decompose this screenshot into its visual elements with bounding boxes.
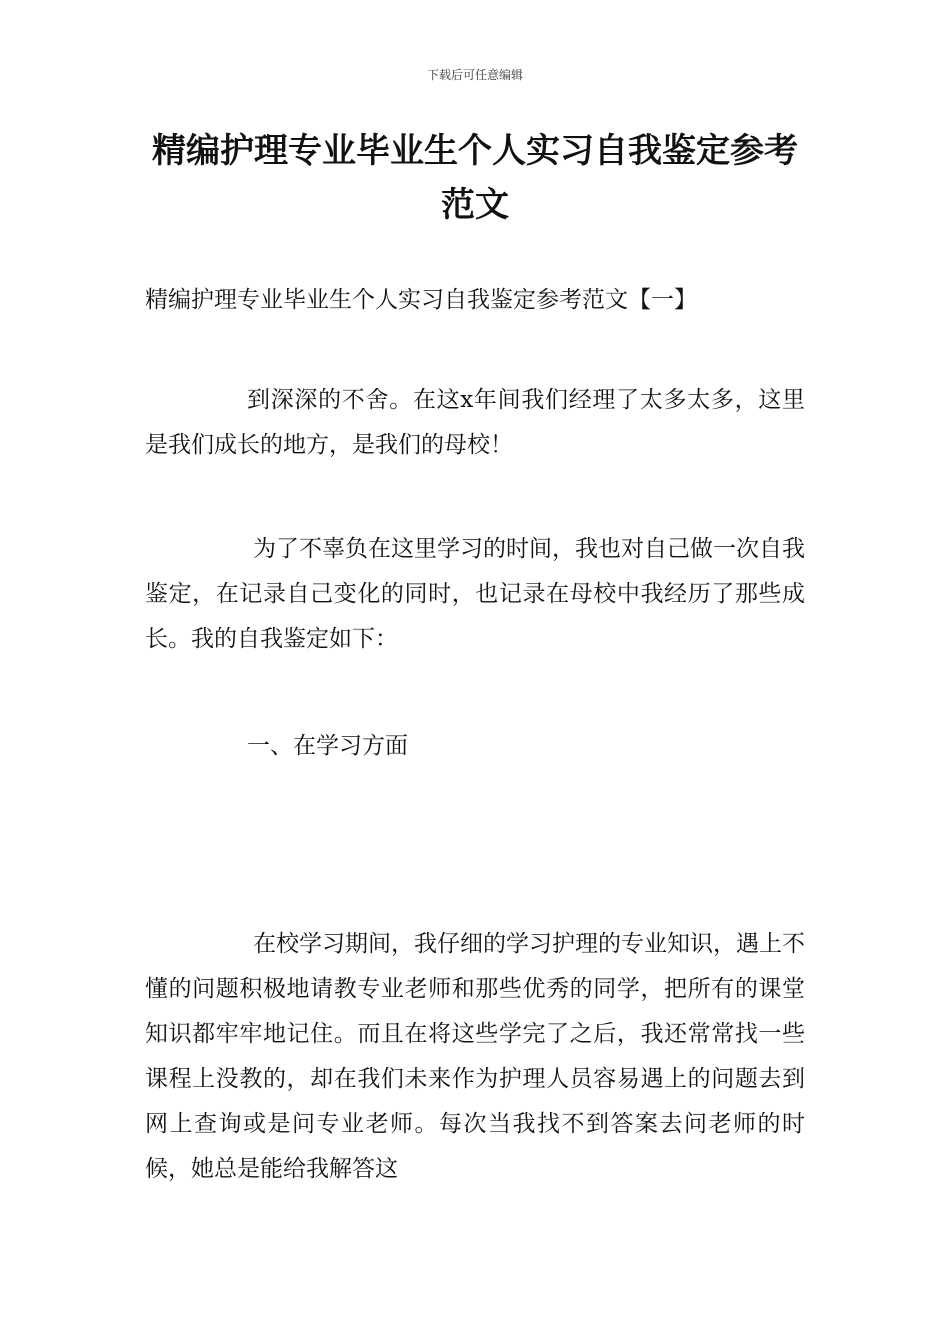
paragraph-3: 在校学习期间，我仔细的学习护理的专业知识，遇上不懂的问题积极地请教专业老师和那些优秀的同学，把所有的课堂知识都牢牢地记住。而且在将这些学完了之后，我还常常找一些课程上没教的，却在我们未来作为护理人员容易遇上的问题去到网上查询或是问专业老师。每次当我找不到答案去问老师的时候，她总是能给我解答这 <box>145 931 805 1182</box>
subheading-study: 一、在学习方面 <box>247 733 408 759</box>
section-heading: 精编护理专业毕业生个人实习自我鉴定参考范文【一】 <box>145 287 697 313</box>
document-title: 精编护理专业毕业生个人实习自我鉴定参考范文 <box>152 131 798 225</box>
paragraph-2: 为了不辜负在这里学习的时间，我也对自己做一次自我鉴定，在记录自己变化的同时，也记录在母校中我经历了那些成长。我的自我鉴定如下： <box>145 536 805 652</box>
header-note: 下载后可任意编辑 <box>426 68 523 82</box>
paragraph-1: 到深深的不舍。在这x年间我们经理了太多太多，这里是我们成长的地方，是我们的母校！ <box>145 387 805 458</box>
